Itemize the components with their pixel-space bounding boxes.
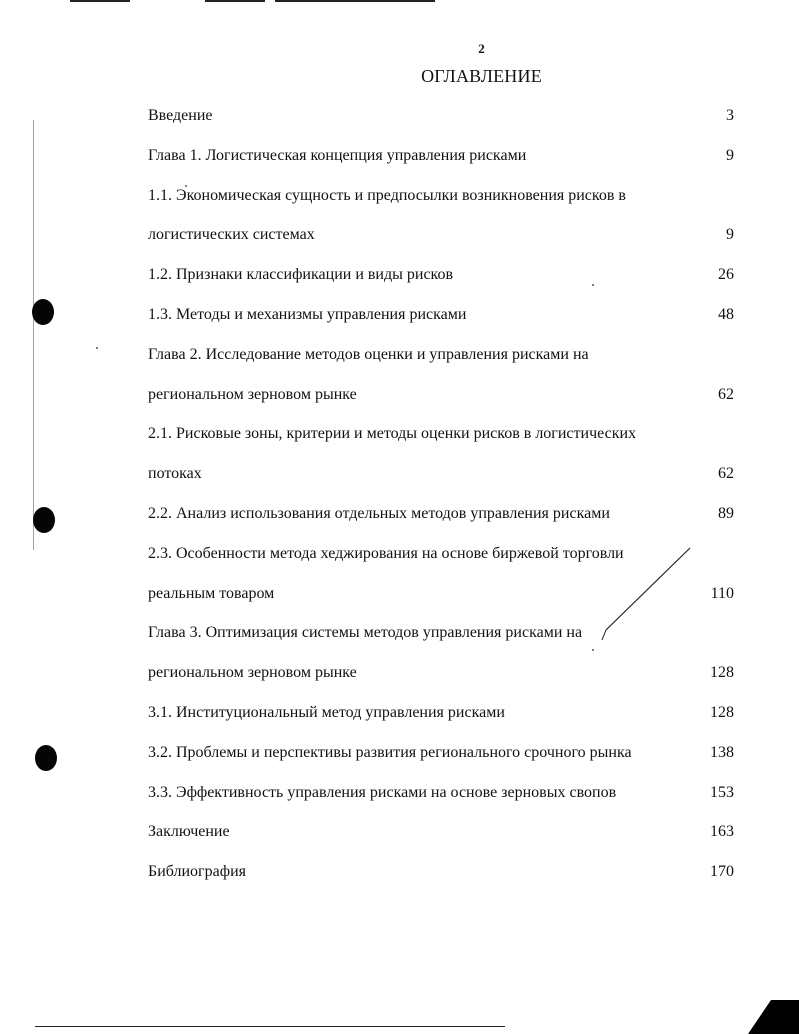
toc-entry: [148, 178, 740, 218]
toc-entry: [148, 377, 740, 417]
toc-entry: [148, 735, 740, 775]
toc-entry: [148, 98, 740, 138]
toc-entry: [148, 257, 740, 297]
table-of-contents: [148, 98, 740, 894]
toc-entry: [148, 297, 740, 337]
toc-entry: [148, 416, 740, 456]
toc-entry: [148, 217, 740, 257]
toc-entry-title: 1.3. Методы и механизмы управления рисками: [148, 305, 467, 323]
toc-entry-page: 26: [718, 266, 734, 284]
toc-entry-title: 2.3. Особенности метода хеджирования на основе биржевой торговли: [148, 544, 624, 562]
toc-entry-title: потоках: [148, 465, 202, 483]
toc-entry-title: 3.3. Эффективность управления рисками на основе зерновых свопов: [148, 783, 617, 801]
toc-entry-title: реальным товаром: [148, 584, 275, 602]
toc-entry: [148, 655, 740, 695]
toc-entry-title: Заключение: [148, 823, 230, 841]
toc-entry-page: 9: [726, 146, 734, 164]
toc-entry-title: Глава 2. Исследование методов оценки и управления рисками на: [148, 345, 589, 363]
toc-entry: [148, 615, 740, 655]
toc-entry-page: 138: [710, 743, 734, 761]
toc-entry-title: 1.2. Признаки классификации и виды рисков: [148, 266, 454, 284]
toc-entry: [148, 775, 740, 815]
toc-entry: [148, 854, 740, 894]
toc-entry-page: 163: [710, 823, 734, 841]
toc-entry-page: 3: [726, 107, 734, 124]
toc-entry-title: Введение: [148, 107, 213, 124]
toc-entry: [148, 814, 740, 854]
toc-entry-title: Глава 1. Логистическая концепция управления рисками: [148, 146, 527, 164]
toc-entry-page: 62: [718, 465, 734, 483]
toc-entry-title: 3.1. Институциональный метод управления рисками: [148, 703, 505, 721]
toc-entry-title: логистических системах: [148, 226, 315, 244]
toc-entry-page: 128: [710, 664, 734, 682]
toc-entry-title: Библиография: [148, 863, 246, 881]
toc-entry: [148, 337, 740, 377]
toc-entry-title: региональном зерновом рынке: [148, 385, 357, 403]
toc-entry-title: 2.1. Рисковые зоны, критерии и методы оценки рисков в логистических: [148, 425, 637, 443]
page-title: ОГЛАВЛЕНИЕ: [421, 66, 542, 86]
toc-entry-page: 153: [710, 783, 734, 801]
toc-entry-title: Глава 3. Оптимизация системы методов управления рисками на: [148, 624, 583, 642]
toc-entry-title: региональном зерновом рынке: [148, 664, 357, 682]
toc-entry-page: 170: [710, 863, 734, 881]
toc-entry: [148, 695, 740, 735]
toc-entry-page: 9: [726, 226, 734, 244]
toc-entry-page: 62: [718, 385, 734, 403]
toc-entry-page: 89: [718, 504, 734, 522]
toc-entry-title: 2.2. Анализ использования отдельных методов управления рисками: [148, 504, 610, 522]
toc-entry-page: 128: [710, 703, 734, 721]
toc-entry: [148, 576, 740, 616]
toc-entry-title: 1.1. Экономическая сущность и предпосылки возникновения рисков в: [148, 186, 626, 204]
page-number: 2: [478, 41, 485, 56]
toc-entry-page: 110: [710, 584, 734, 602]
toc-entry-title: 3.2. Проблемы и перспективы развития регионального срочного рынка: [148, 743, 632, 761]
toc-entry: [148, 456, 740, 496]
toc-entry: [148, 496, 740, 536]
toc-entry-page: 48: [718, 305, 734, 323]
toc-entry: [148, 536, 740, 576]
page-corner-fold: [748, 1000, 799, 1034]
toc-entry: [148, 138, 740, 178]
